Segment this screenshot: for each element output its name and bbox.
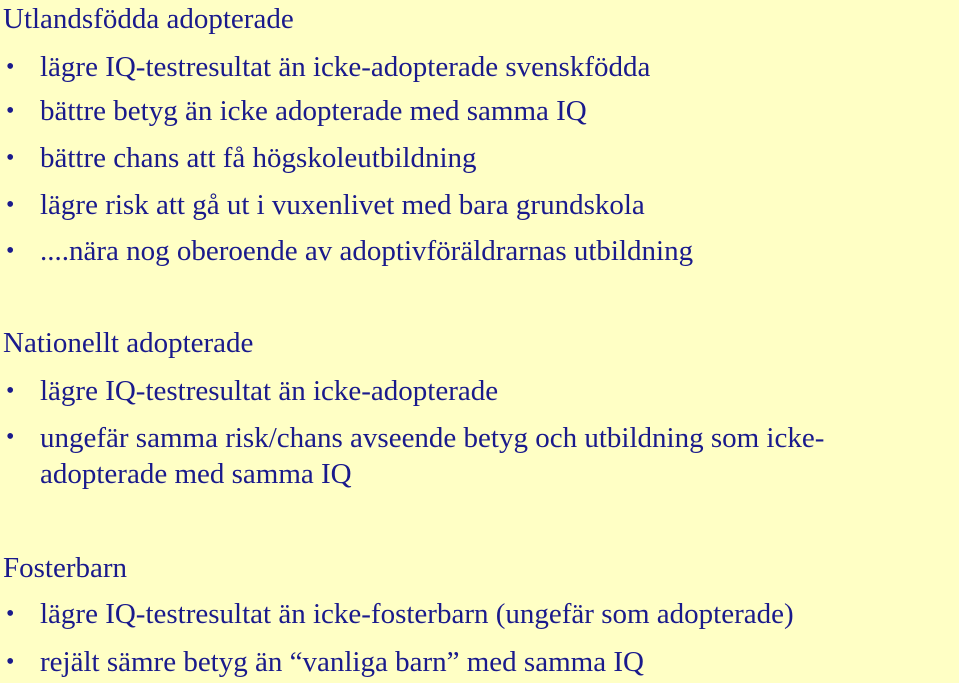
bullet-dot: • xyxy=(6,98,15,124)
bullet-text: bättre chans att få högskoleutbildning xyxy=(40,142,477,174)
bullet-text: lägre IQ-testresultat än icke-adopterade xyxy=(40,375,499,407)
section-heading-nationellt: Nationellt adopterade xyxy=(3,327,254,359)
bullet-dot: • xyxy=(6,649,15,675)
bullet-dot: • xyxy=(6,192,15,218)
section-heading-utlandsfodda: Utlandsfödda adopterade xyxy=(3,3,294,35)
bullet-text: bättre betyg än icke adopterade med samma IQ xyxy=(40,95,587,127)
bullet-dot: • xyxy=(6,238,15,264)
bullet-dot: • xyxy=(6,424,15,450)
bullet-text: lägre IQ-testresultat än icke-fosterbarn (ungefär som adopterade) xyxy=(40,598,794,630)
bullet-text: lägre IQ-testresultat än icke-adopterade svenskfödda xyxy=(40,51,651,83)
bullet-text: lägre risk att gå ut i vuxenlivet med bara grundskola xyxy=(40,189,645,221)
bullet-text: ungefär samma risk/chans avseende betyg och utbildning som icke-adopterade med samma IQ xyxy=(40,422,825,490)
bullet-text: rejält sämre betyg än “vanliga barn” med samma IQ xyxy=(40,646,644,678)
bullet-dot: • xyxy=(6,601,15,627)
bullet-dot: • xyxy=(6,54,15,80)
section-heading-fosterbarn: Fosterbarn xyxy=(3,552,128,584)
bullet-dot: • xyxy=(6,145,15,171)
bullet-dot: • xyxy=(6,378,15,404)
bullet-text: ....nära nog oberoende av adoptivföräldrarnas utbildning xyxy=(40,235,694,267)
